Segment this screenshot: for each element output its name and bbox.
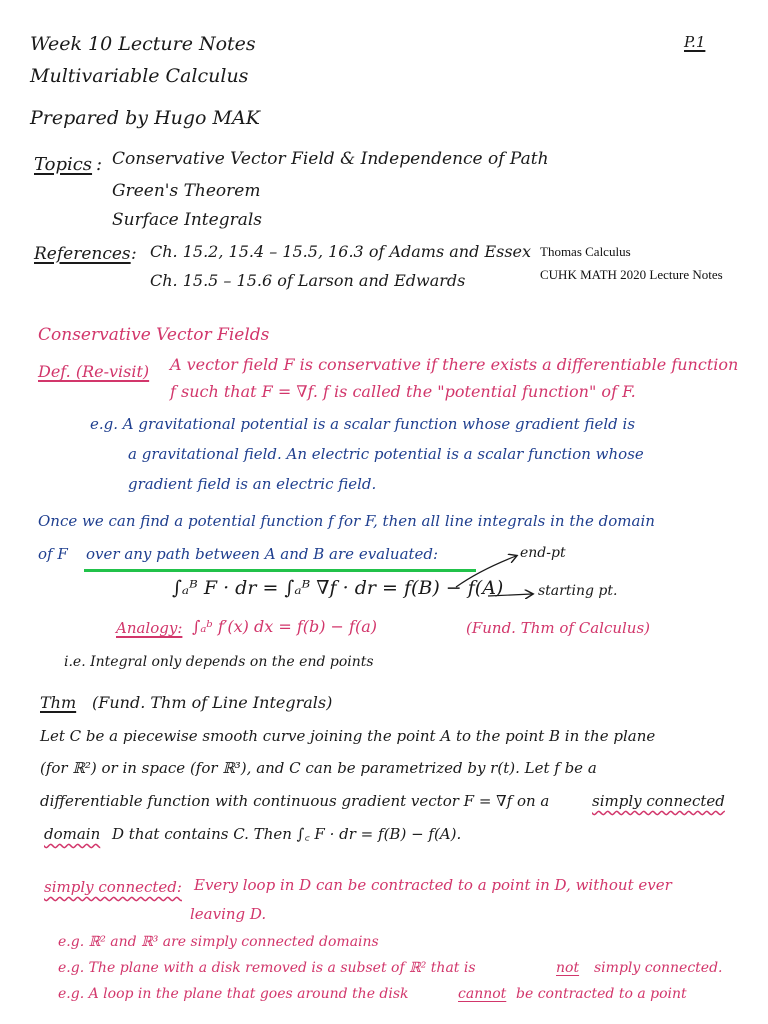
header-author: Prepared by Hugo MAK	[30, 107, 260, 129]
topic-item: Green's Theorem	[112, 181, 261, 201]
header-course: Multivariable Calculus	[30, 65, 249, 87]
potential-line: Once we can find a potential function f for F, then all line integrals in the domain	[38, 512, 655, 530]
arrow-to-end-point	[456, 556, 516, 587]
arrow-to-starting-point	[488, 594, 532, 596]
analogy-note: (Fund. Thm of Calculus)	[466, 619, 651, 637]
definition-label: Def. (Re-visit)	[38, 362, 150, 381]
simply-connected-label: simply connected:	[44, 878, 182, 896]
simply-connected-example-end: simply connected.	[594, 960, 723, 976]
simply-connected-example-start: e.g. The plane with a disk removed is a subset of ℝ² that is	[58, 960, 476, 976]
domain-term: domain	[44, 825, 101, 843]
simply-connected-example: e.g. ℝ² and ℝ³ are simply connected domains	[58, 934, 379, 950]
theorem-label: Thm	[40, 693, 77, 712]
example-line: e.g. A gravitational potential is a scalar function whose gradient field is	[90, 415, 636, 433]
header-week: Week 10 Lecture Notes	[30, 33, 256, 55]
section-heading-conservative: Conservative Vector Fields	[38, 325, 270, 345]
topic-item: Conservative Vector Field & Independence of Path	[112, 149, 549, 169]
simply-connected-definition: leaving D.	[190, 905, 267, 923]
highlighted-phrase: over any path between A and B are evaluated:	[86, 545, 439, 563]
references-label: References	[34, 244, 131, 264]
theorem-line: D that contains C. Then ∫꜀ F · dr = f(B) − f(A).	[112, 825, 462, 843]
topics-colon: :	[96, 154, 103, 175]
end-points-remark: i.e. Integral only depends on the end points	[64, 654, 374, 670]
potential-line-start: of F	[38, 545, 68, 563]
definition-line: f such that F = ∇f. f is called the "potential function" of F.	[170, 382, 636, 401]
example-line: a gravitational field. An electric potential is a scalar function whose	[128, 445, 644, 463]
reference-item: Ch. 15.5 – 15.6 of Larson and Edwards	[150, 271, 466, 290]
not-emphasis: not	[556, 960, 580, 976]
fundamental-formula: ∫ₐᴮ F · dr = ∫ₐᴮ ∇f · dr = f(B) − f(A)	[172, 577, 504, 599]
contraction-example-end: be contracted to a point	[516, 986, 687, 1002]
analogy-label: Analogy:	[116, 619, 183, 637]
theorem-line: differentiable function with continuous gradient vector F = ∇f on a	[40, 792, 550, 810]
reference-item: Ch. 15.2, 15.4 – 15.5, 16.3 of Adams and Essex	[150, 242, 532, 261]
theorem-line: (for ℝ²) or in space (for ℝ³), and C can be parametrized by r(t). Let f be a	[40, 759, 597, 777]
theorem-title: (Fund. Thm of Line Integrals)	[92, 693, 333, 712]
topic-item: Surface Integrals	[112, 210, 262, 230]
starting-point-note: starting pt.	[538, 583, 618, 599]
reference-typed-note: Thomas Calculus	[540, 244, 631, 259]
analogy-formula: ∫ₐᵇ f′(x) dx = f(b) − f(a)	[192, 617, 377, 636]
example-line: gradient field is an electric field.	[128, 475, 377, 493]
cannot-emphasis: cannot	[458, 986, 507, 1002]
topics-label: Topics	[34, 154, 93, 175]
references-colon: :	[131, 244, 137, 264]
contraction-example-start: e.g. A loop in the plane that goes around the disk	[58, 986, 409, 1002]
definition-line: A vector field F is conservative if there exists a differentiable function	[170, 355, 739, 374]
simply-connected-definition: Every loop in D can be contracted to a point in D, without ever	[194, 876, 672, 894]
theorem-line: Let C be a piecewise smooth curve joining the point A to the point B in the plane	[40, 727, 656, 745]
end-point-note: end-pt	[520, 545, 566, 561]
page-number: P.1	[684, 33, 706, 51]
simply-connected-term: simply connected	[592, 792, 725, 810]
reference-typed-note: CUHK MATH 2020 Lecture Notes	[540, 267, 723, 282]
